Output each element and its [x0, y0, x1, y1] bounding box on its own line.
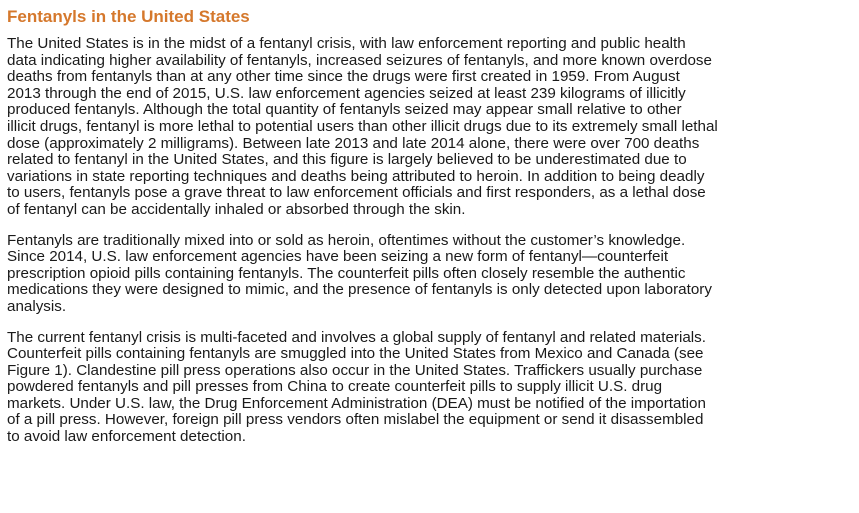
paragraph-line: to users, fentanyls pose a grave threat to law enforcement officials and first responders, as a lethal dose	[7, 184, 706, 202]
paragraph-line: markets. Under U.S. law, the Drug Enforcement Administration (DEA) must be notified of the importation	[7, 394, 706, 412]
document-page	[7, 6, 855, 460]
paragraph-line: of a pill press. However, foreign pill press vendors often mislabel the equipment or send it disassembled	[7, 411, 704, 429]
paragraph-line: The current fentanyl crisis is multi-faceted and involves a global supply of fentanyl and related materials.	[7, 328, 706, 346]
paragraph-line: Figure 1). Clandestine pill press operations also occur in the United States. Traffickers usually purchase	[7, 361, 703, 379]
paragraph-line: The United States is in the midst of a fentanyl crisis, with law enforcement reporting and public health	[7, 35, 686, 52]
paragraph-line: powdered fentanyls and pill presses from China to create counterfeit pills to supply illicit U.S. drug	[7, 378, 663, 396]
paragraph-line: Since 2014, U.S. law enforcement agencies have been seizing a new form of fentanyl—counterfeit	[7, 248, 669, 266]
paragraph-line: data indicating higher availability of fentanyls, increased seizures of fentanyls, and more known overdose	[7, 51, 712, 69]
paragraph-line: Fentanyls are traditionally mixed into or sold as heroin, oftentimes without the customer’s knowledge.	[7, 231, 686, 249]
paragraph-counterfeit-pills	[7, 233, 855, 316]
section-heading: Fentanyls in the United States	[7, 7, 250, 26]
paragraph-line: 2013 through the end of 2015, U.S. law enforcement agencies seized at least 239 kilograms of illicitly	[7, 84, 686, 102]
paragraph-line: Counterfeit pills containing fentanyls are smuggled into the United States from Mexico and Canada (see	[7, 345, 704, 363]
paragraph-line: medications they were designed to mimic, and the presence of fentanyls is only detected upon laboratory	[7, 281, 712, 299]
paragraph-global-supply	[7, 330, 855, 446]
paragraph-line: related to fentanyl in the United States, and this figure is largely believed to be underestimated due to	[7, 151, 687, 169]
paragraph-line: variations in state reporting techniques and deaths being attributed to heroin. In addition to being deadly	[7, 167, 705, 185]
paragraph-line: prescription opioid pills containing fentanyls. The counterfeit pills often closely resemble the authentic	[7, 264, 686, 282]
paragraph-line: analysis.	[7, 297, 67, 315]
paragraph-line: produced fentanyls. Although the total quantity of fentanyls seized may appear small relative to other	[7, 101, 682, 119]
paragraph-fentanyl-crisis	[7, 36, 855, 219]
paragraph-line: of fentanyl can be accidentally inhaled or absorbed through the skin.	[7, 200, 466, 218]
paragraph-line: deaths from fentanyls than at any other time since the drugs were first created in 1959. From August	[7, 68, 680, 86]
paragraph-line: dose (approximately 2 milligrams). Between late 2013 and late 2014 alone, there were over 700 deaths	[7, 134, 700, 152]
paragraph-line: to avoid law enforcement detection.	[7, 428, 246, 446]
paragraph-line: illicit drugs, fentanyl is more lethal to potential users than other illicit drugs due to its extremely small lethal	[7, 117, 718, 135]
